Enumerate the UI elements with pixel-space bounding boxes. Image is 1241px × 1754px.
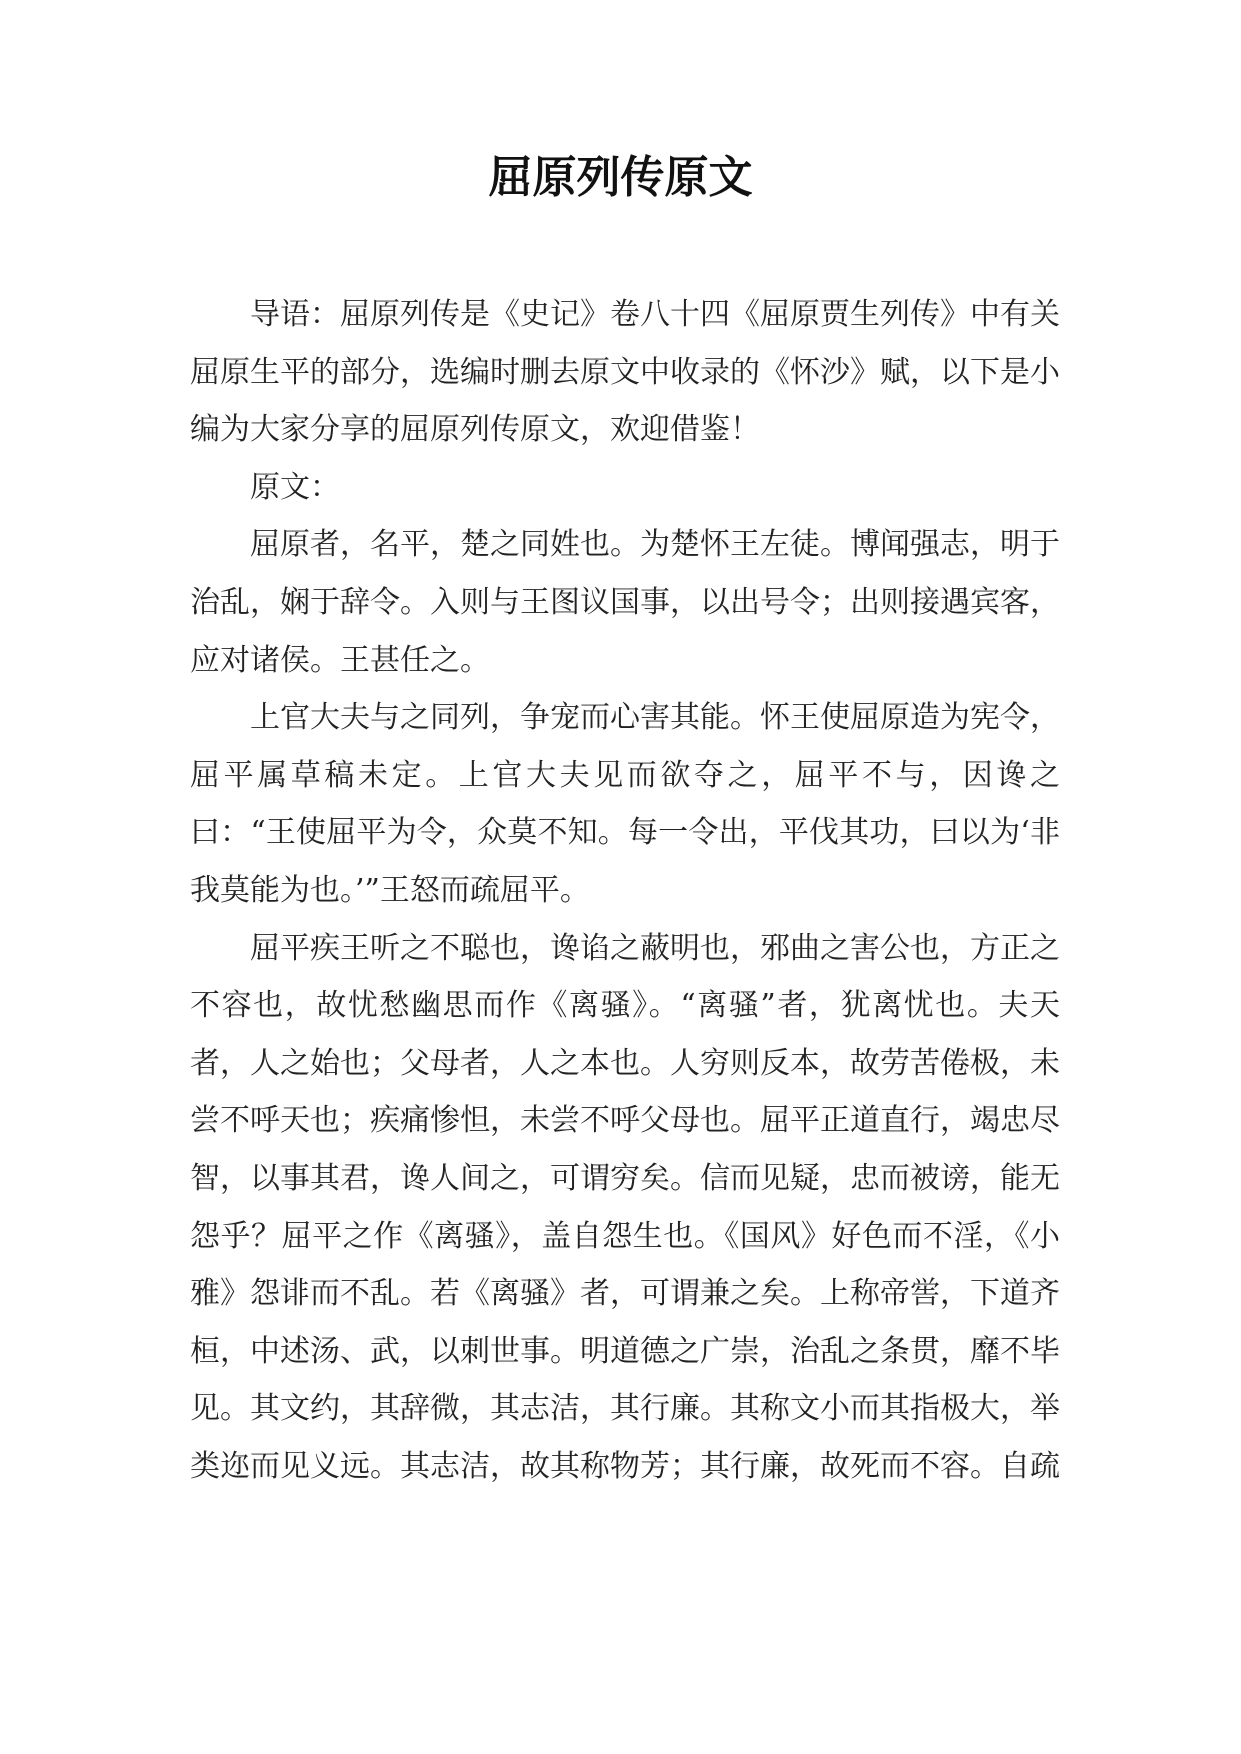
paragraph-original-label: 原文： — [250, 469, 340, 505]
document-body — [190, 286, 1060, 1495]
paragraph-1: 屈原者，名平，楚之同姓也。为楚怀王左徒。博闻强志，明于治乱，娴于辞令。入则与王图议国事，以出号令；出则接遇宾客，应对诸侯。王甚任之。 — [190, 527, 1060, 678]
paragraph-3: 屈平疾王听之不聪也，谗谄之蔽明也，邪曲之害公也，方正之不容也，故忧愁幽思而作《离骚》。“离骚”者，犹离忧也。夫天者，人之始也；父母者，人之本也。人穷则反本，故劳苦倦极，未尝不呼天也；疾痛惨怛，未尝不呼父母也。屈平正道直行，竭忠尽智，以事其君，谗人间之，可谓穷矣。信而见疑，忠而被谤，能无怨乎？屈平之作《离骚》，盖自怨生也。《国风》好色而不淫，《小雅》怨诽而不乱。若《离骚》者，可谓兼之矣。上称帝喾，下道齐桓，中述汤、武，以刺世事。明道德之广崇，治乱之条贯，靡不毕见。其文约，其辞微，其志洁，其行廉。其称文小而其指极大，举类迩而见义远。其志洁，故其称物芳；其行廉，故死而不容。自疏 — [190, 930, 1060, 1484]
paragraph-intro: 导语：屈原列传是《史记》卷八十四《屈原贾生列传》中有关屈原生平的部分，选编时删去原文中收录的《怀沙》赋，以下是小编为大家分享的屈原列传原文，欢迎借鉴！ — [190, 297, 1060, 448]
document-title: 屈原列传原文 — [488, 152, 753, 203]
paragraph-2: 上官大夫与之同列，争宠而心害其能。怀王使屈原造为宪令，屈平属草稿未定。上官大夫见而欲夺之，屈平不与，因谗之曰：“王使屈平为令，众莫不知。每一令出，平伐其功，曰以为‘非我莫能为也。’”王怒而疏屈平。 — [190, 700, 1060, 908]
